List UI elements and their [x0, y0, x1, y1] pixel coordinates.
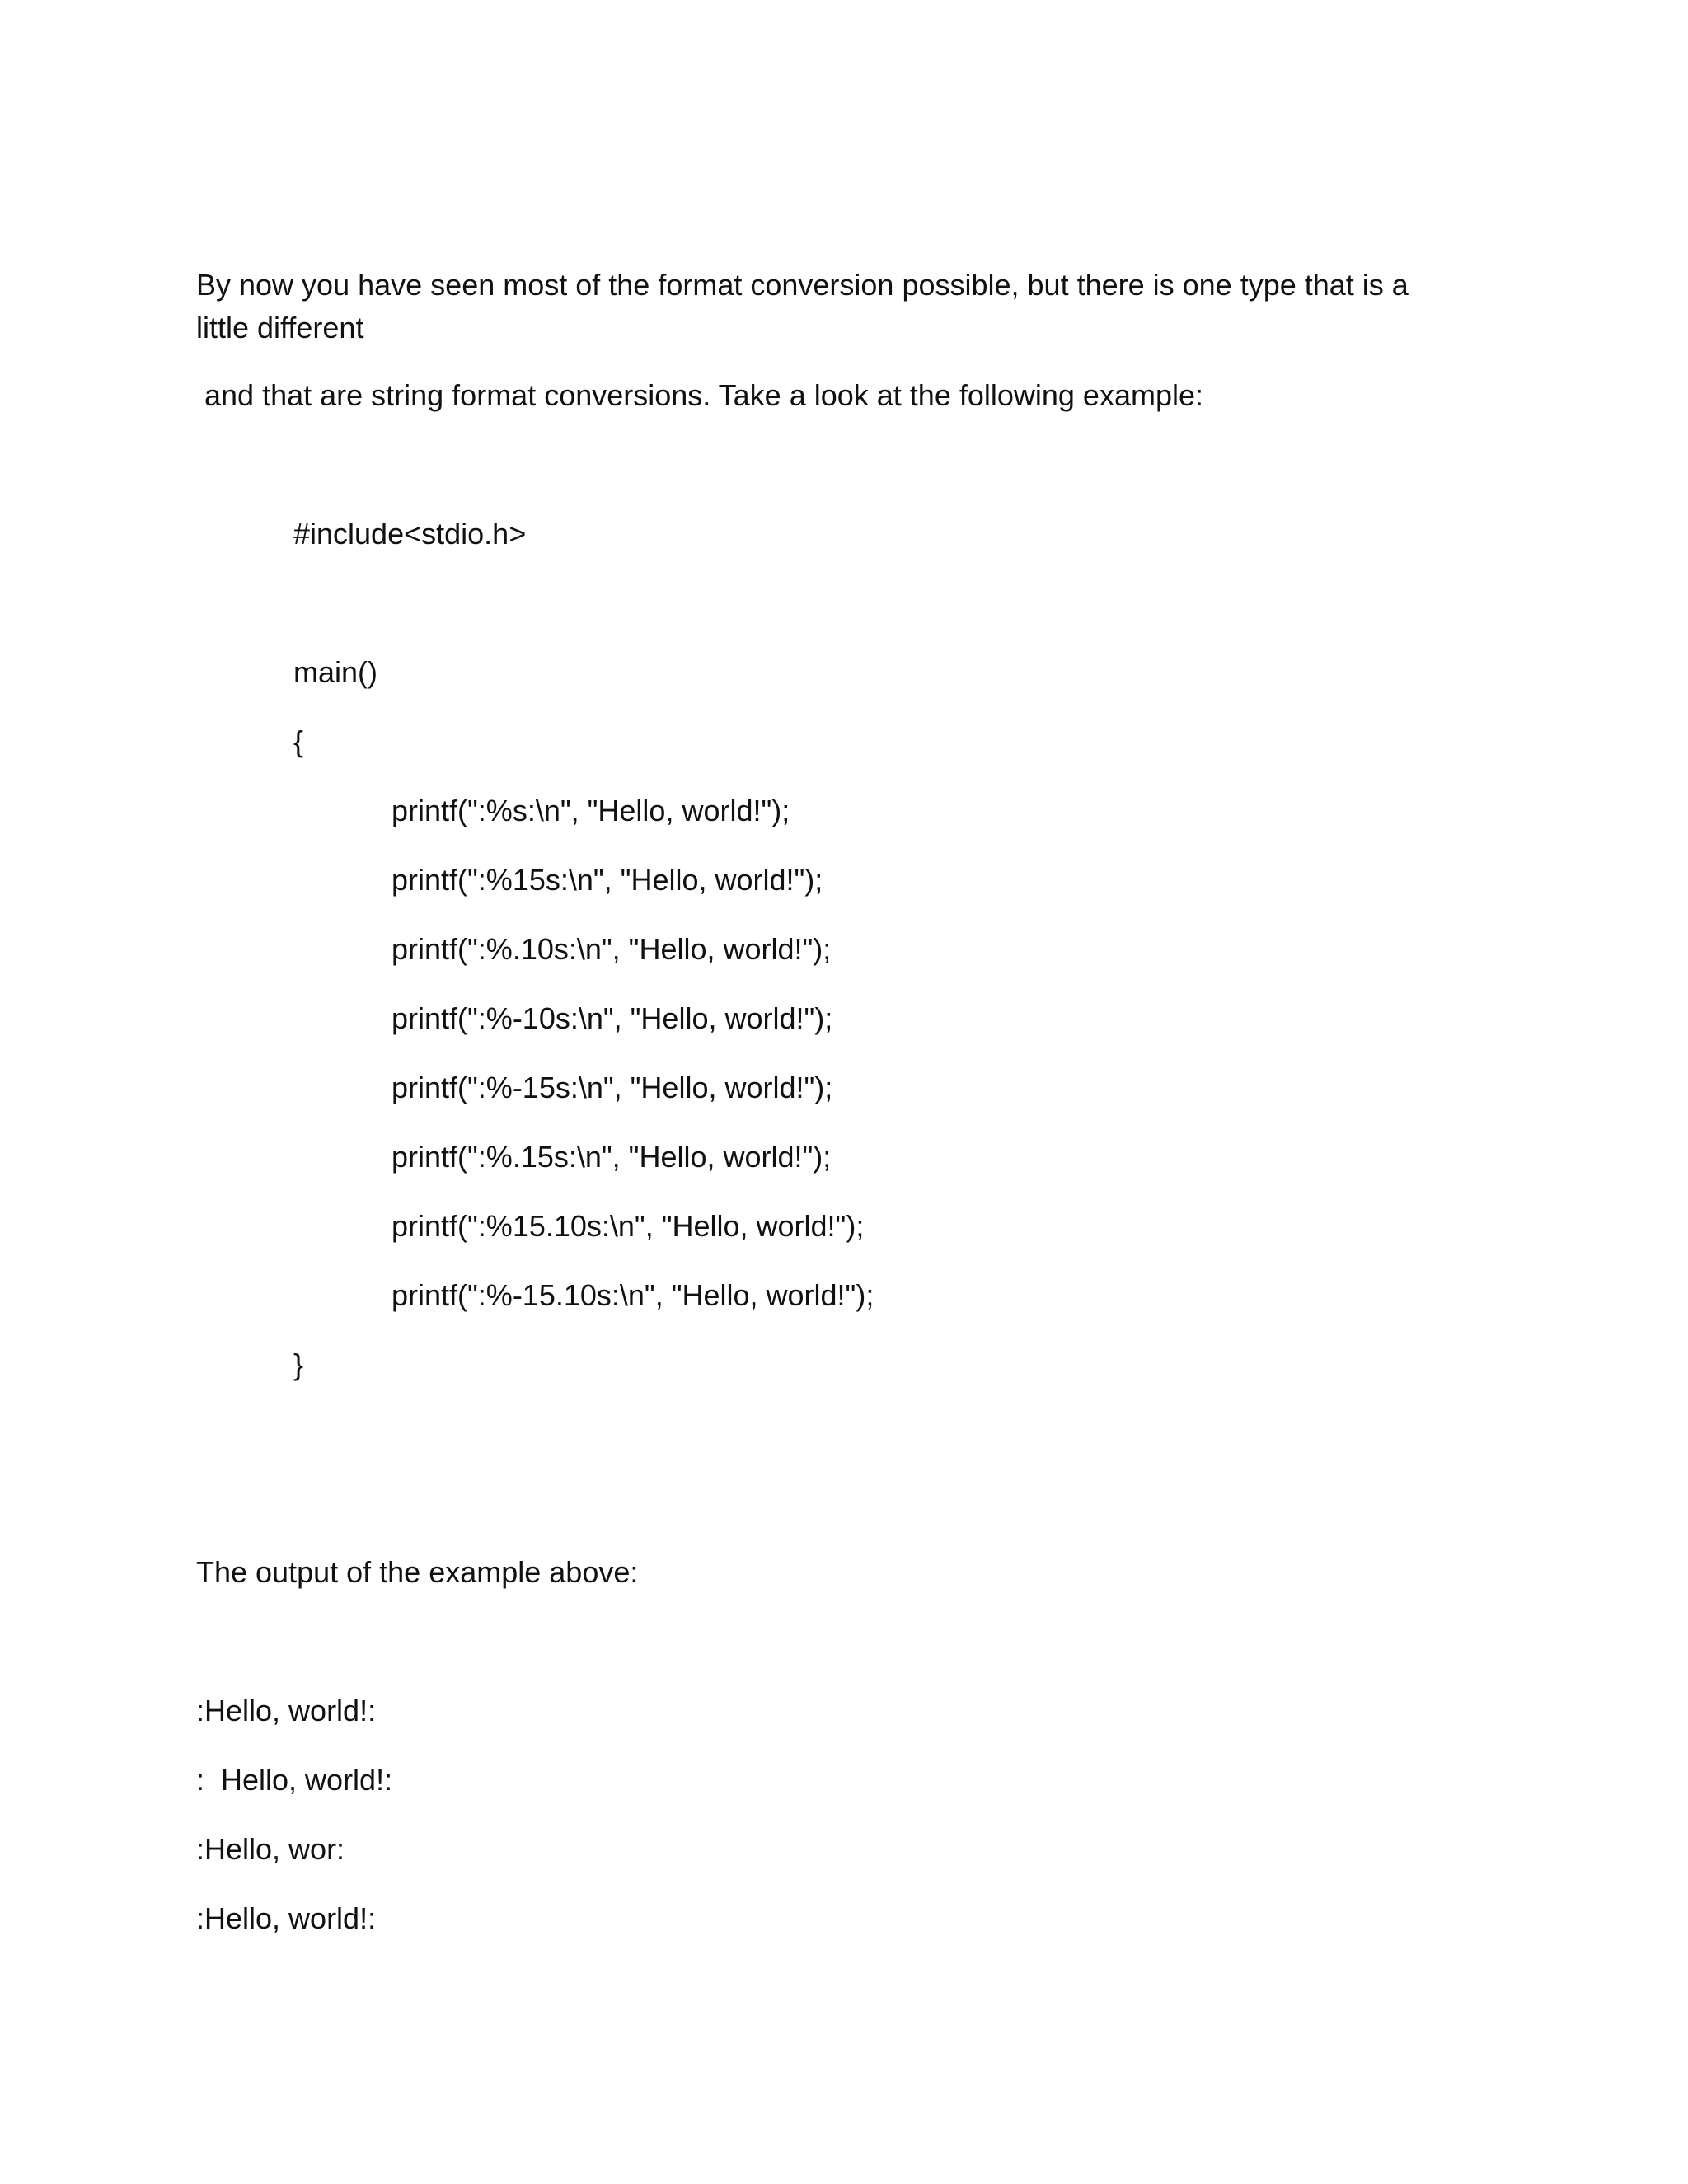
code-open-brace: {: [293, 724, 304, 758]
code-close-brace: }: [293, 1347, 304, 1381]
code-statement: printf(":%s:\n", "Hello, world!");: [392, 794, 790, 827]
output-line: : Hello, world!:: [196, 1763, 393, 1797]
code-main-line: main(): [293, 655, 378, 689]
code-statement: printf(":%-10s:\n", "Hello, world!");: [392, 1001, 833, 1035]
code-statement: printf(":%-15.10s:\n", "Hello, world!");: [392, 1278, 874, 1312]
output-line: :Hello, world!:: [196, 1694, 377, 1727]
output-line: :Hello, world!:: [196, 1901, 377, 1935]
code-statement: printf(":%.15s:\n", "Hello, world!");: [392, 1140, 832, 1174]
code-include-line: #include<stdio.h>: [293, 517, 527, 551]
code-statement: printf(":%-15s:\n", "Hello, world!");: [392, 1071, 833, 1104]
code-statement: printf(":%15.10s:\n", "Hello, world!");: [392, 1209, 865, 1243]
output-heading: The output of the example above:: [196, 1555, 639, 1589]
code-statement: printf(":%15s:\n", "Hello, world!");: [392, 863, 823, 897]
output-line: :Hello, wor:: [196, 1832, 345, 1866]
intro-paragraph: By now you have seen most of the format conversion possible, but there is one type that is a little different: [196, 268, 1409, 344]
intro-paragraph-continued: and that are string format conversions. Take a look at the following example:: [196, 378, 1203, 412]
code-statement: printf(":%.10s:\n", "Hello, world!");: [392, 932, 832, 966]
